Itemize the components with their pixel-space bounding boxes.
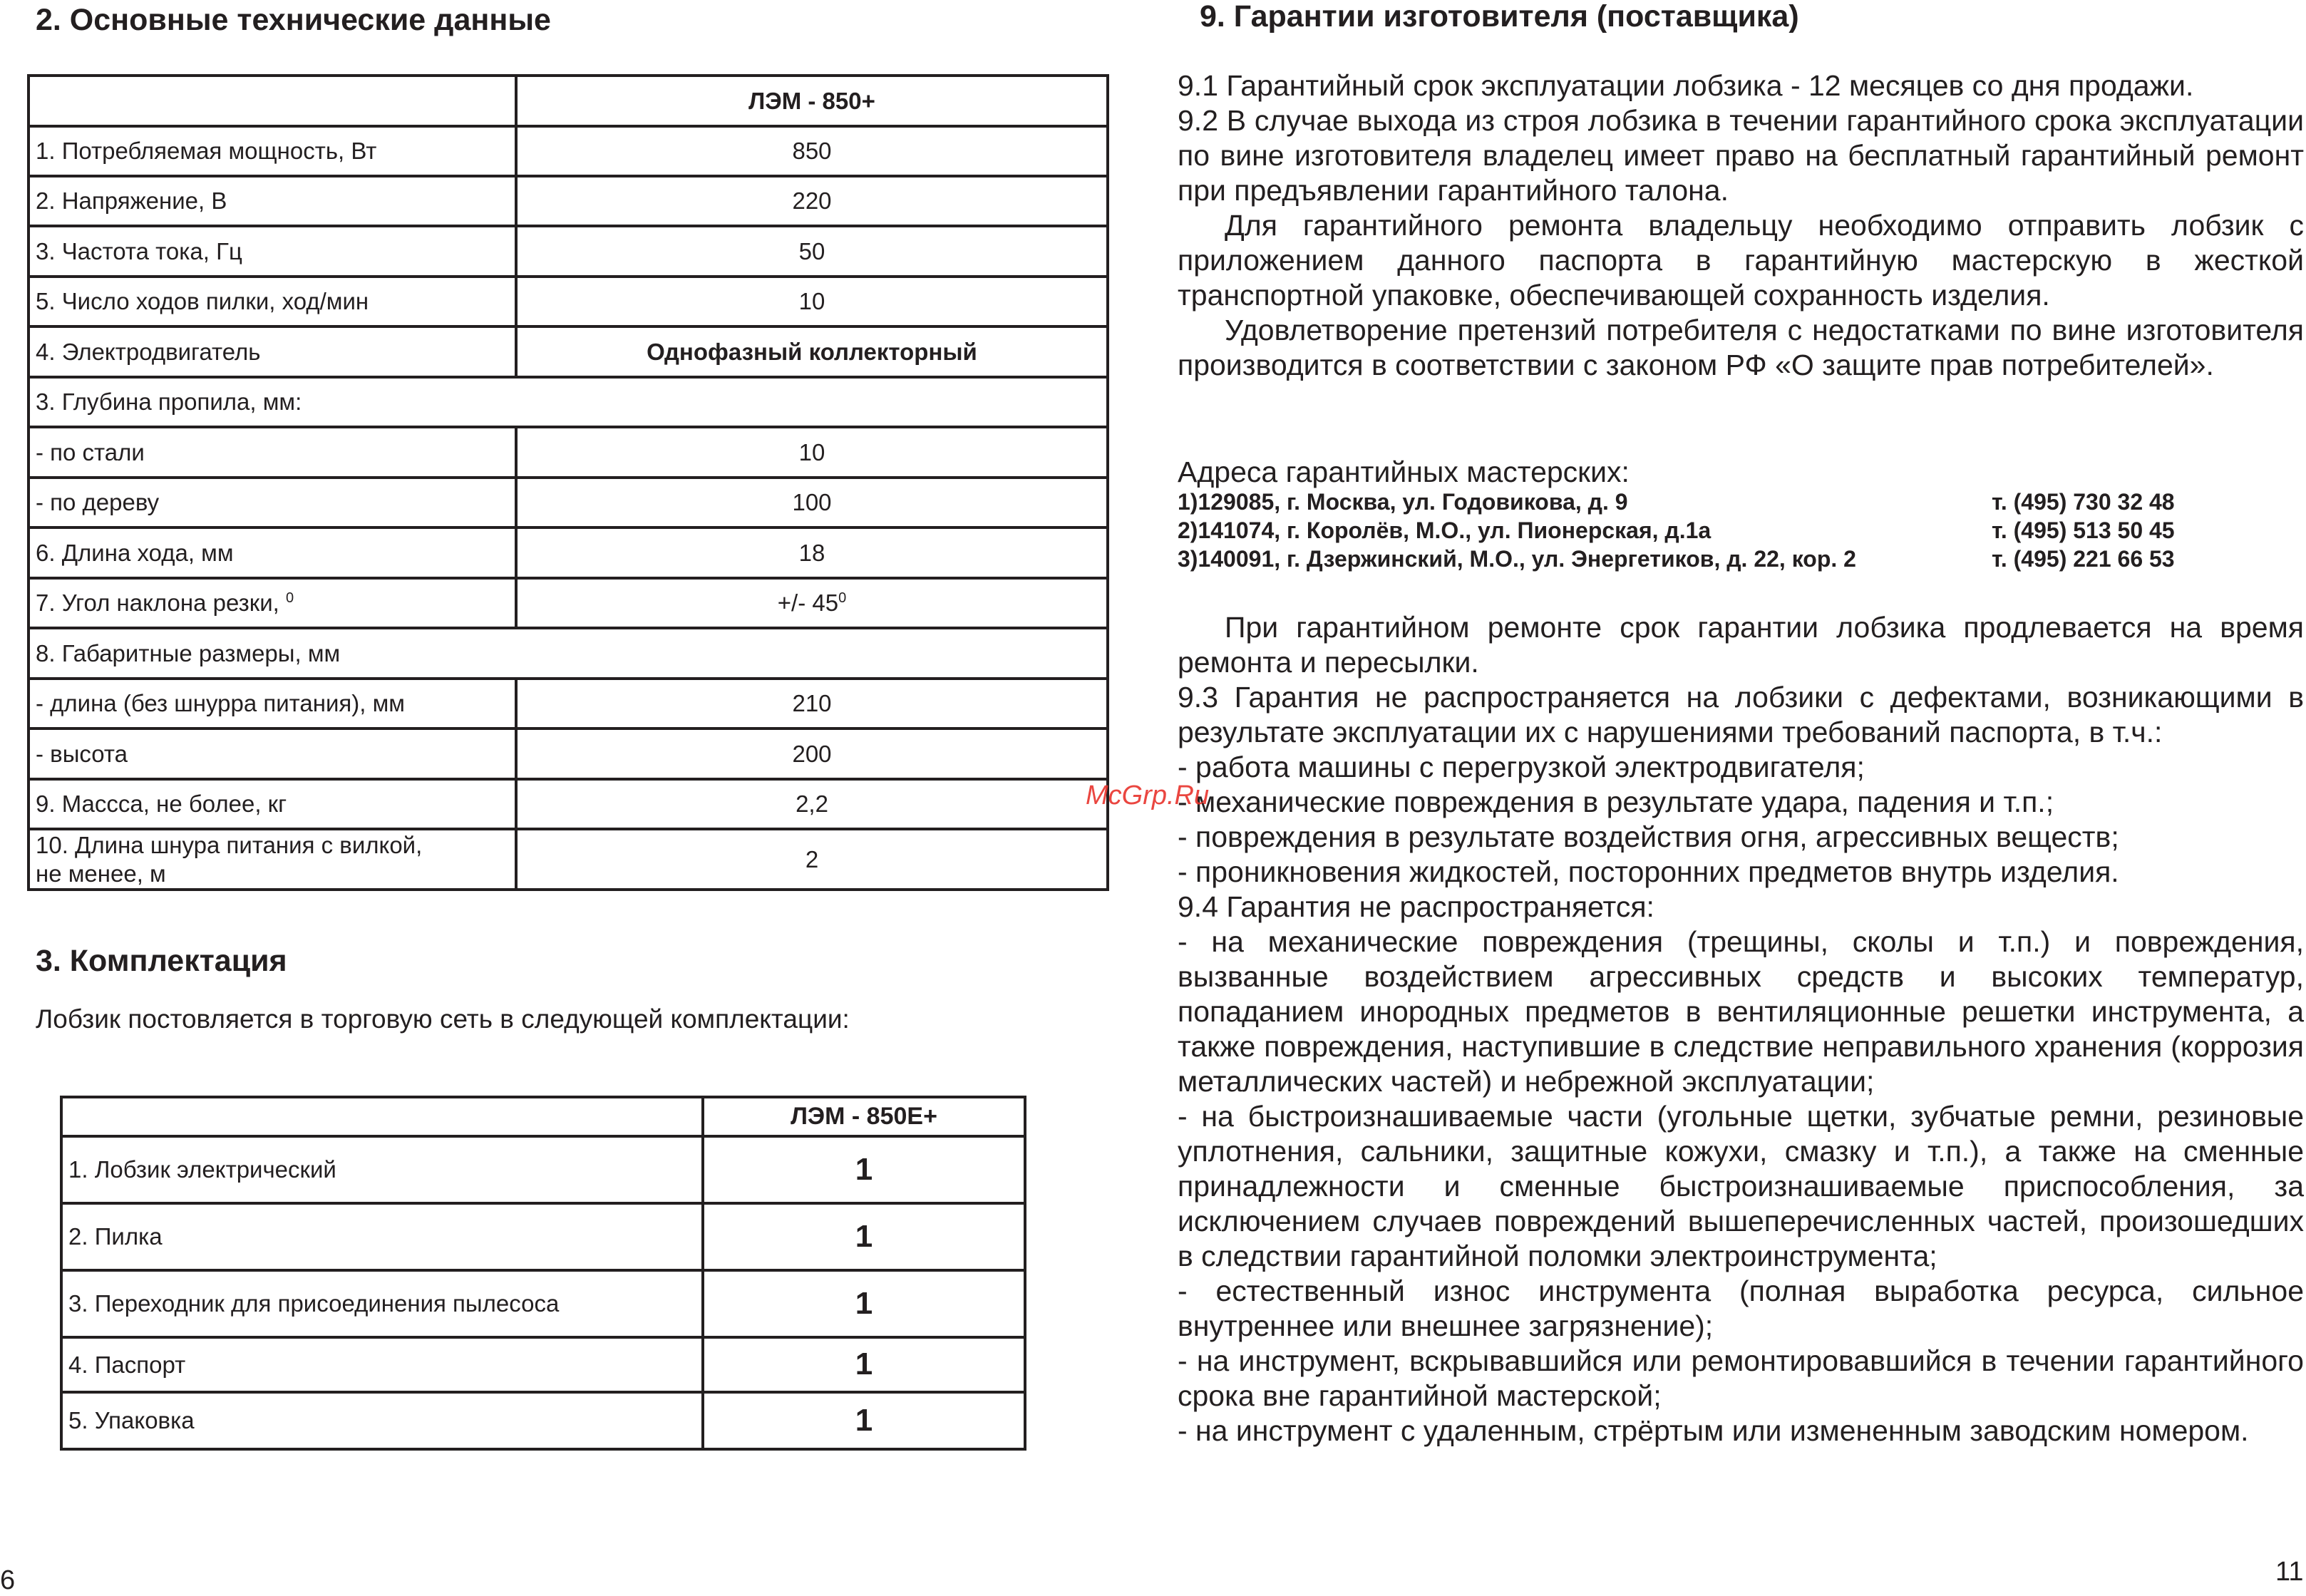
cell-text: не менее, м — [36, 860, 166, 887]
warranty-heading: 9. Гарантии изготовителя (поставщика) — [1200, 0, 1799, 34]
table-row — [61, 1203, 1025, 1270]
phone-1: т. (495) 730 32 48 — [1992, 489, 2175, 515]
paragraph-9-1: 9.1 Гарантийный срок эксплуатации лобзика - 12 месяцев со дня продажи. — [1178, 69, 2194, 102]
specs-heading: 2. Основные технические данные — [36, 3, 551, 37]
table-cell-label — [29, 126, 516, 176]
page-number-left: 6 — [0, 1565, 16, 1595]
table-cell-label — [29, 578, 516, 628]
table-cell-value — [516, 578, 1108, 628]
cell-text: 100 — [792, 489, 832, 516]
table-cell-value — [516, 679, 1108, 729]
cell-text: 850 — [792, 138, 832, 165]
table-row — [29, 427, 1108, 478]
list-item: - на механические повреждения (трещины, сколы и т.п.) и повреждения, вызванные воздействием агрессивных средств и высоких температур, попаданием инородных предметов в вентиляционные решетки инструмента, а также повреждения, наступившие в следствие неправильного хранения (коррозия металлических частей) и небрежной эксплуатации; — [1178, 925, 2304, 1098]
table-cell-label — [29, 729, 516, 779]
paragraph-9-3: 9.3 Гарантия не распространяется на лобзики с дефектами, возникающими в результате эксплуатации их с нарушениями требований паспорта, в т.ч.: — [1178, 681, 2304, 748]
cell-text: 2,2 — [796, 791, 828, 818]
table-cell-label — [29, 226, 516, 277]
table-row — [29, 779, 1108, 829]
degree-sup: 0 — [285, 590, 294, 607]
cell-text: +/- 45 — [777, 590, 839, 617]
cell-text: - по дереву — [36, 489, 160, 516]
table-cell-qty: 1 — [703, 1392, 1025, 1449]
phone-3: т. (495) 221 66 53 — [1992, 546, 2175, 572]
address-2: 2)141074, г. Королёв, М.О., ул. Пионерская, д.1а — [1178, 518, 1712, 543]
paragraph-repair: Для гарантийного ремонта владельцу необходимо отправить лобзик с приложением данного паспорта в гарантийную мастерскую в жесткой транспортной упаковке, обеспечивающей сохранность изделия. — [1178, 209, 2304, 312]
table-cell-value — [516, 527, 1108, 578]
table-cell-value — [516, 829, 1108, 890]
address-3: 3)140091, г. Дзержинский, М.О., ул. Энергетиков, д. 22, кор. 2 — [1178, 546, 1856, 572]
table-cell-label — [29, 829, 516, 890]
cell-text: 50 — [798, 237, 825, 264]
kit-table — [60, 1096, 1026, 1451]
table-row — [61, 1136, 1025, 1203]
addresses-title: Адреса гарантийных мастерских: — [1178, 455, 1630, 488]
page-number-right: 11 — [2275, 1557, 2304, 1587]
table-cell-value — [516, 478, 1108, 527]
paragraph-extension: При гарантийном ремонте срок гарантии лобзика продлевается на время ремонта и пересылки. — [1178, 611, 2304, 679]
paragraph-9-4: 9.4 Гарантия не распространяется: — [1178, 890, 1654, 923]
cell-text: Однофазный коллекторный — [647, 338, 977, 365]
table-cell-label — [29, 326, 516, 377]
cell-text: 5. Число ходов пилки, ход/мин — [36, 288, 369, 315]
table-cell-value — [516, 779, 1108, 829]
table-cell-label: 8. Габаритные размеры, мм — [29, 628, 1108, 679]
paragraph-claims: Удовлетворение претензий потребителя с недостатками по вине изготовителя производится в соответствии с законом РФ «О защите прав потребителей». — [1178, 314, 2304, 381]
table-cell-qty: 1 — [703, 1203, 1025, 1270]
warranty-text-bottom — [1178, 610, 2304, 1448]
table-cell-label — [29, 427, 516, 478]
table-row — [29, 176, 1108, 226]
table-cell-label — [29, 277, 516, 326]
table-row — [29, 578, 1108, 628]
table-cell-label: 5. Упаковка — [61, 1392, 703, 1449]
table-cell-value — [516, 326, 1108, 377]
cell-text: 1. Потребляемая мощность, Вт — [36, 138, 377, 165]
list-item: - на инструмент, вскрывавшийся или ремонтировавшийся в течении гарантийного срока вне гарантийной мастерской; — [1178, 1344, 2304, 1412]
cell-text: 10. Длина шнура питания с вилкой, — [36, 831, 423, 858]
table-row — [29, 679, 1108, 729]
table-cell-qty: 1 — [703, 1136, 1025, 1203]
cell-text: 4. Электродвигатель — [36, 338, 261, 365]
cell-text: - высота — [36, 740, 128, 767]
watermark: McGrp.Ru — [1086, 781, 1210, 810]
cell-text: 9. Массса, не более, кг — [36, 791, 287, 818]
cell-text: 6. Длина хода, мм — [36, 539, 234, 566]
table-row — [29, 226, 1108, 277]
table-row — [61, 1392, 1025, 1449]
phone-2: т. (495) 513 50 45 — [1992, 518, 2175, 543]
table-cell-label — [29, 478, 516, 527]
table-cell-value — [516, 226, 1108, 277]
cell-text: 7. Угол наклона резки, — [36, 590, 286, 617]
cell-text: 3. Частота тока, Гц — [36, 237, 242, 264]
cell-text: 2 — [805, 845, 819, 872]
table-cell-value — [516, 176, 1108, 226]
table-row — [29, 628, 1108, 679]
table-cell-value — [516, 277, 1108, 326]
cell-text: 10 — [798, 288, 825, 315]
list-item: - естественный износ инструмента (полная выработка ресурса, сильное внутреннее или внешнее загрязнение); — [1178, 1275, 2304, 1342]
table-row — [29, 729, 1108, 779]
table-row — [29, 527, 1108, 578]
cell-text: 200 — [792, 740, 832, 767]
paragraph-9-2: 9.2 В случае выхода из строя лобзика в течении гарантийного срока эксплуатации по вине изготовителя владелец имеет право на бесплатный гарантийный ремонт при предъявлении гарантийного талона. — [1178, 104, 2304, 207]
cell-text: - длина (без шнурра питания), мм — [36, 690, 405, 717]
table-header-model: ЛЭМ - 850Е+ — [703, 1097, 1025, 1136]
kit-intro: Лобзик постовляется в торговую сеть в следующей комплектации: — [36, 1004, 850, 1034]
cell-text: 2. Напряжение, В — [36, 187, 227, 215]
degree-sup: 0 — [838, 590, 847, 607]
table-cell-label — [29, 527, 516, 578]
kit-heading: 3. Комплектация — [36, 944, 287, 978]
table-header-empty — [29, 76, 516, 126]
table-row — [29, 277, 1108, 326]
address-1: 1)129085, г. Москва, ул. Годовикова, д. 9 — [1178, 489, 1628, 515]
table-cell-label: 1. Лобзик электрический — [61, 1136, 703, 1203]
table-cell-label — [29, 176, 516, 226]
table-cell-label — [29, 779, 516, 829]
table-row — [29, 829, 1108, 890]
table-header-empty — [61, 1097, 703, 1136]
table-cell-value — [516, 126, 1108, 176]
list-item: - работа машины с перегрузкой электродвигателя; — [1178, 751, 1865, 783]
table-header-model: ЛЭМ - 850+ — [516, 76, 1108, 126]
table-row — [29, 126, 1108, 176]
list-item: - механические повреждения в результате удара, падения и т.п.; — [1178, 786, 2054, 818]
table-cell-label: 2. Пилка — [61, 1203, 703, 1270]
cell-text: - по стали — [36, 438, 145, 465]
table-cell-label — [29, 679, 516, 729]
cell-text: 220 — [792, 187, 832, 215]
list-item: - на быстроизнашиваемые части (угольные щетки, зубчатые ремни, резиновые уплотнения, сальники, защитные кожухи, смазку и т.п.), а также на сменные принадлежности и сменные быстроизнашиваемые приспособления, за исключением случаев повреждений вышеперечисленных частей, произошедших в следствии гарантийной поломки электроинструмента; — [1178, 1100, 2304, 1272]
table-cell-value — [516, 729, 1108, 779]
table-row — [29, 326, 1108, 377]
table-cell-label: 4. Паспорт — [61, 1337, 703, 1392]
cell-text: 210 — [792, 690, 832, 717]
table-cell-label: 3. Переходник для присоединения пылесоса — [61, 1270, 703, 1337]
list-item: - проникновения жидкостей, посторонних предметов внутрь изделия. — [1178, 855, 2119, 888]
specs-table — [27, 74, 1109, 891]
table-cell-qty: 1 — [703, 1337, 1025, 1392]
table-row — [61, 1270, 1025, 1337]
warranty-text-top — [1178, 68, 2304, 383]
table-row — [29, 377, 1108, 427]
list-item: - на инструмент с удаленным, стрёртым или измененным заводским номером. — [1178, 1414, 2249, 1447]
cell-text: 10 — [798, 438, 825, 465]
table-row — [61, 1337, 1025, 1392]
table-cell-qty: 1 — [703, 1270, 1025, 1337]
cell-text: 18 — [798, 539, 825, 566]
table-cell-value — [516, 427, 1108, 478]
table-cell-label: 3. Глубина пропила, мм: — [29, 377, 1108, 427]
list-item: - повреждения в результате воздействия огня, агрессивных веществ; — [1178, 820, 2119, 853]
table-row — [29, 478, 1108, 527]
